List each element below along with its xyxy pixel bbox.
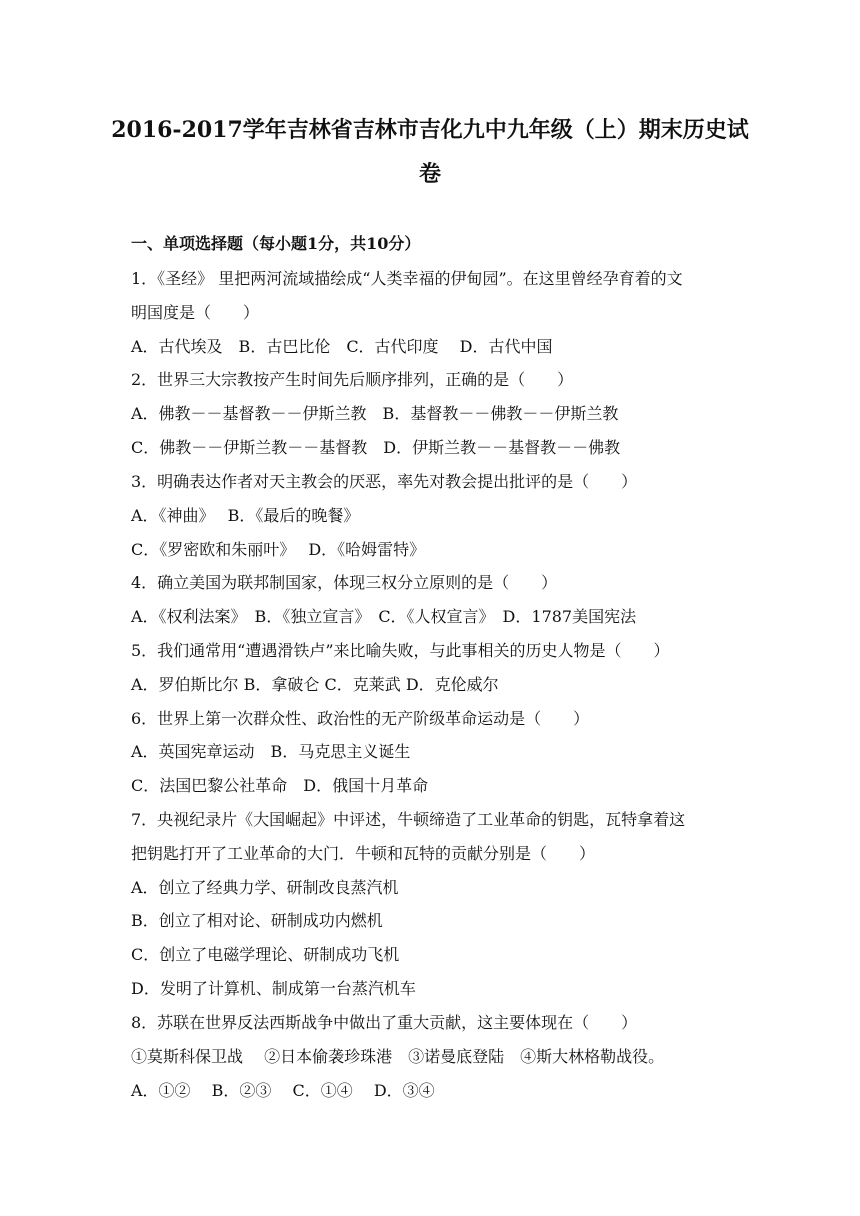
question-text: 8．苏联在世界反法西斯战争中做出了重大贡献，这主要体现在（ ）	[131, 1013, 638, 1032]
answer-options: A．英国宪章运动 B．马克思主义诞生	[131, 742, 411, 761]
document-title-line-1: 2016-2017学年吉林省吉林市吉化九中九年级（上）期末历史试	[111, 117, 749, 143]
answer-options: C．《罗密欧和朱丽叶》 D．《哈姆雷特》	[131, 540, 426, 559]
answer-options: A．佛教－－基督教－－伊斯兰教 B．基督教－－佛教－－伊斯兰教	[131, 404, 619, 423]
question-text: 3．明确表达作者对天主教会的厌恶，率先对教会提出批评的是（ ）	[131, 472, 638, 491]
section-heading: 一、单项选择题（每小题1分，共10分）	[131, 234, 421, 253]
answer-options: A．古代埃及 B．古巴比伦 C．古代印度 D．古代中国	[131, 337, 553, 356]
answer-options: C．创立了电磁学理论、研制成功飞机	[131, 945, 400, 964]
question-text: 明国度是（ ）	[131, 303, 260, 322]
answer-options: B．创立了相对论、研制成功内燃机	[131, 911, 383, 930]
answer-options: A．《权利法案》 B．《独立宣言》 C．《人权宣言》 D．1787美国宪法	[131, 607, 637, 626]
question-text: 7．央视纪录片《大国崛起》中评述，牛顿缔造了工业革命的钥匙，瓦特拿着这	[131, 810, 686, 829]
answer-options: A．①② B．②③ C．①④ D．③④	[131, 1081, 435, 1100]
question-text: 把钥匙打开了工业革命的大门．牛顿和瓦特的贡献分别是（ ）	[131, 844, 596, 863]
question-text: 6．世界上第一次群众性、政治性的无产阶级革命运动是（ ）	[131, 709, 590, 728]
question-text: ①莫斯科保卫战 ②日本偷袭珍珠港 ③诺曼底登陆 ④斯大林格勒战役。	[131, 1047, 665, 1066]
answer-options: A．罗伯斯比尔 B．拿破仑 C．克莱武 D．克伦威尔	[131, 675, 499, 694]
answer-options: C．法国巴黎公社革命 D．俄国十月革命	[131, 776, 429, 795]
answer-options: C．佛教－－伊斯兰教－－基督教 D．伊斯兰教－－基督教－－佛教	[131, 438, 621, 457]
question-text: 4．确立美国为联邦制国家，体现三权分立原则的是（ ）	[131, 573, 558, 592]
document-title-line-2: 卷	[418, 161, 441, 187]
answer-options: D．发明了计算机、制成第一台蒸汽机车	[131, 979, 416, 998]
question-text: 1．《圣经》 里把两河流域描绘成“人类幸福的伊甸园”。在这里曾经孕育着的文	[131, 269, 683, 288]
question-text: 2．世界三大宗教按产生时间先后顺序排列，正确的是（ ）	[131, 370, 574, 389]
question-text: 5．我们通常用“遭遇滑铁卢”来比喻失败，与此事相关的历史人物是（ ）	[131, 641, 670, 660]
answer-options: A．创立了经典力学、研制改良蒸汽机	[131, 878, 399, 897]
answer-options: A．《神曲》 B．《最后的晚餐》	[131, 506, 360, 525]
